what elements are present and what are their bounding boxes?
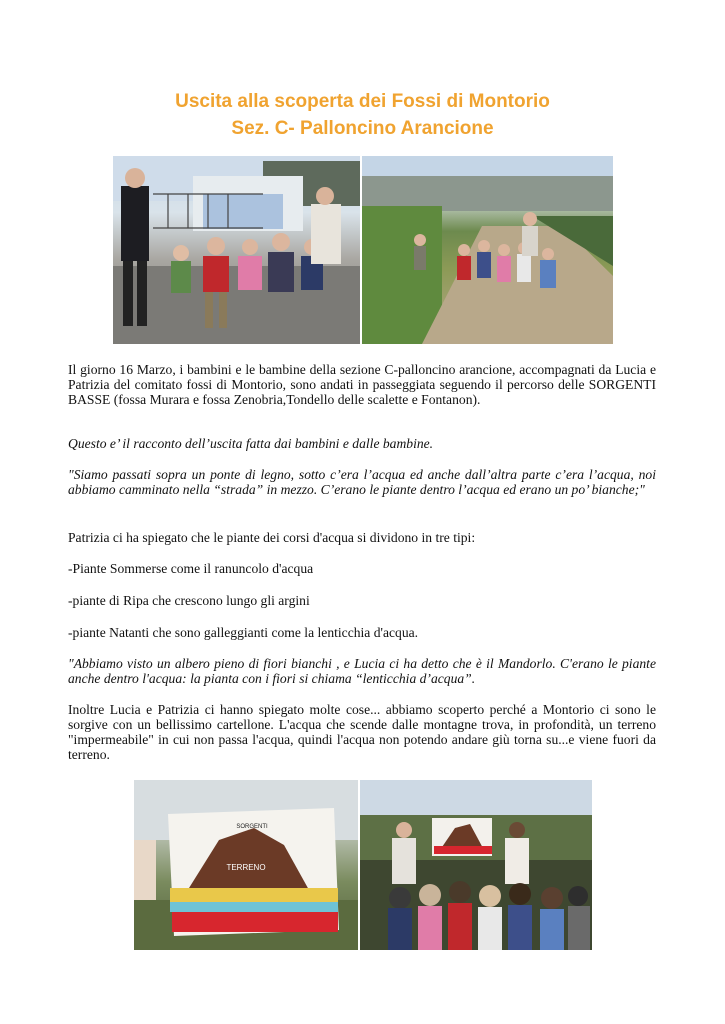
kids-on-pavement-photo	[113, 156, 360, 344]
aquifer-poster-photo	[134, 780, 358, 950]
group-looking-at-poster-photo	[360, 780, 592, 950]
intro-paragraph: Il giorno 16 Marzo, i bambini e le bambine della sezione C-palloncino arancione, accompagnati da Lucia e Patrizia del comitato fossi di Montorio, sono andati in passeggiata seguendo il percorso delle SORGENTI BASSE (fossa Murara e fossa Zenobria,Tondello delle scalette e Fontanon).	[68, 362, 656, 407]
plant-type-floating: -piante Natanti che sono galleggianti come la lenticchia d'acqua.	[68, 625, 419, 640]
walk-along-canal-photo	[362, 156, 613, 344]
poster-label-terreno: TERRENO	[226, 863, 266, 872]
springs-paragraph: Inoltre Lucia e Patrizia ci hanno spiegato molte cose... abbiamo scoperto perché a Montorio ci sono le sorgive con un bellissimo cartellone. L'acqua che scende dalle montagne trova, in profondità, un terreno "impermeabile" in cui non passa l'acqua, quindi l'acqua non potendo andare giù torna su...e viene fuori da terreno.	[68, 702, 656, 762]
poster-label-sorgenti: SORGENTI	[236, 824, 268, 830]
quote-almond-tree: "Abbiamo visto un albero pieno di fiori bianchi , e Lucia ci ha detto che è il Mandorlo. C'erano le piante anche dentro l'acqua: la pianta con i fiori si chiama “lenticchia d’acqua”.	[68, 656, 656, 686]
plants-intro: Patrizia ci ha spiegato che le piante dei corsi d'acqua si dividono in tre tipi:	[68, 530, 476, 545]
page-subtitle: Sez. C- Palloncino Arancione	[231, 118, 494, 139]
page-title: Uscita alla scoperta dei Fossi di Montorio	[175, 91, 550, 112]
plant-type-submerged: -Piante Sommerse come il ranuncolo d'acqua	[68, 561, 314, 576]
story-intro: Questo e’ il racconto dell’uscita fatta dai bambini e dalle bambine.	[68, 436, 434, 451]
plant-type-bank: -piante di Ripa che crescono lungo gli argini	[68, 593, 310, 608]
quote-bridge: "Siamo passati sopra un ponte di legno, sotto c’era l’acqua ed anche dall’altra parte c’era l’acqua, noi abbiamo camminato nella “strada” in mezzo. C’erano le piante dentro l’acqua ed erano un po’ bianche;"	[68, 467, 656, 497]
